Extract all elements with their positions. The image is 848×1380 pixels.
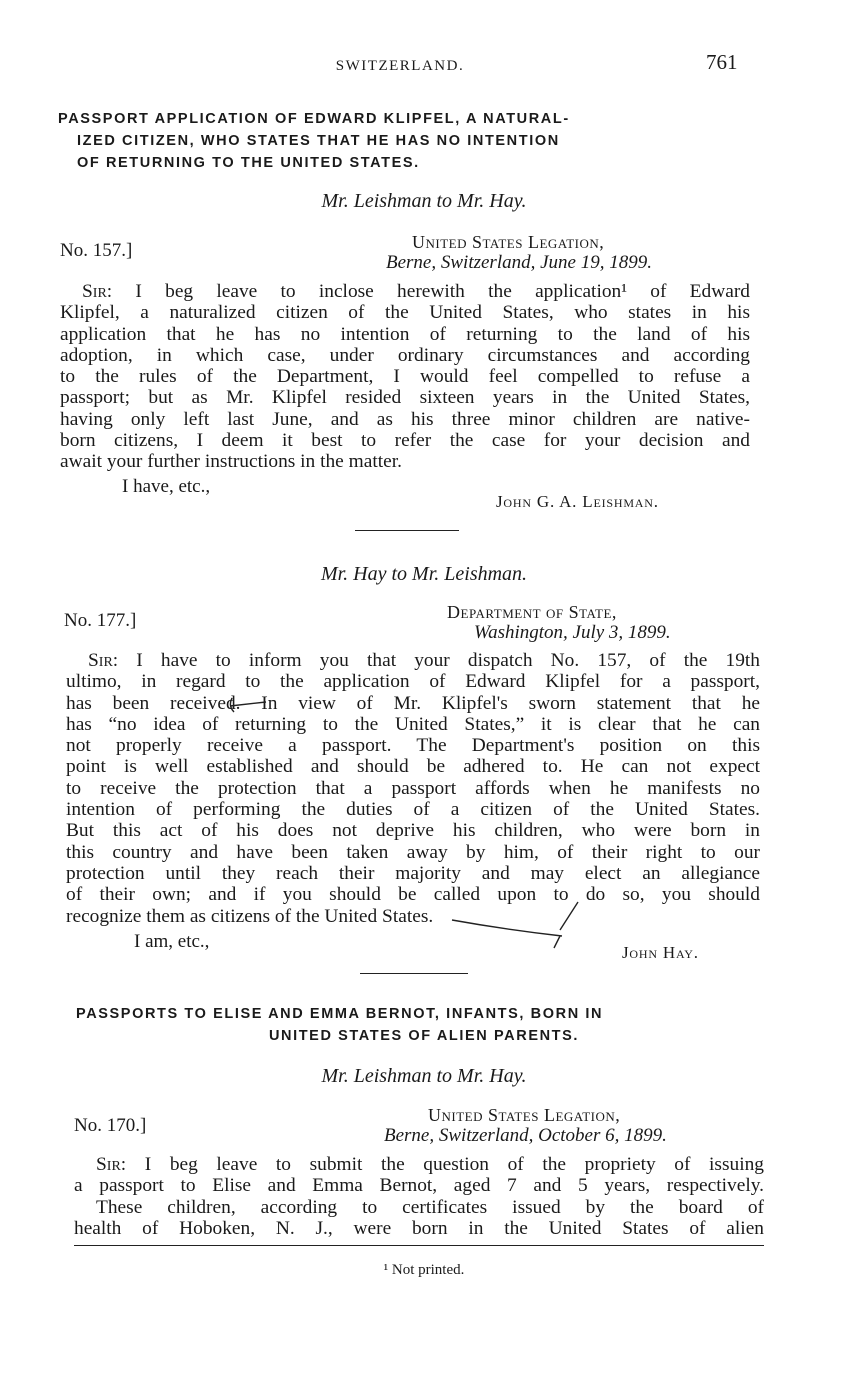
dispatch-number: No. 170.] <box>74 1115 147 1136</box>
footnote-rule <box>74 1245 764 1246</box>
body-line: point is well established and should be adhered to. He can not expect <box>66 756 760 778</box>
body-line: protection until they reach their majority and may elect an allegiance <box>66 862 760 884</box>
place-date: Berne, Switzerland, October 6, 1899. <box>384 1125 667 1146</box>
section-divider <box>355 530 459 531</box>
sender-office: Department of State, <box>447 602 617 622</box>
body-line: Klipfel, a naturalized citizen of the United States, who states in his <box>60 302 750 324</box>
body-line: These children, according to certificates issued by the board of <box>96 1196 764 1218</box>
body-line: intention of performing the duties of a citizen of the United States. <box>66 799 760 821</box>
page-number: 761 <box>706 50 738 74</box>
body-line: I beg leave to submit the question of the propriety of issuing <box>126 1154 764 1175</box>
body-line: of their own; and if you should be called upon to do so, you should <box>66 884 760 906</box>
salutation-word: Sir: <box>96 1154 127 1175</box>
sender-office: United States Legation, <box>428 1105 621 1125</box>
letter-body <box>60 281 750 473</box>
body-line: to receive the protection that a passport affords when he manifests no <box>66 777 760 799</box>
letter-body <box>66 650 760 927</box>
body-line: I have to inform you that your dispatch No. 157, of the 19th <box>118 650 760 671</box>
body-line: having only left last June, and as his three minor children are native- <box>60 408 750 430</box>
body-line: not properly receive a passport. The Department's position on this <box>66 735 760 757</box>
dispatch-number: No. 177.] <box>64 610 137 631</box>
section-title-line: OF RETURNING TO THE UNITED STATES. <box>77 155 420 171</box>
signature: John Hay. <box>622 943 699 962</box>
body-line: adoption, in which case, under ordinary circumstances and according <box>60 344 750 366</box>
handwritten-mark <box>448 898 588 950</box>
handwritten-mark <box>226 694 336 716</box>
body-line: has “no idea of returning to the United States,” it is clear that he can <box>66 713 760 735</box>
dispatch-number: No. 157.] <box>60 240 133 261</box>
place-date: Berne, Switzerland, June 19, 1899. <box>386 252 652 273</box>
closing: I am, etc., <box>134 931 210 952</box>
body-line: this country and have been taken away by him, of their right to our <box>66 841 760 863</box>
letter-salutation: Mr. Leishman to Mr. Hay. <box>321 1065 527 1087</box>
letter-salutation: Mr. Hay to Mr. Leishman. <box>320 563 528 585</box>
section-title-line: PASSPORT APPLICATION OF EDWARD KLIPFEL, A NATURAL- <box>58 111 570 127</box>
body-line: await your further instructions in the matter. <box>60 451 402 473</box>
signature: John G. A. Leishman. <box>496 492 659 511</box>
letter-salutation: Mr. Leishman to Mr. Hay. <box>321 190 527 212</box>
body-line: to the rules of the Department, I would feel compelled to refuse a <box>60 366 750 388</box>
section-title-line: IZED CITIZEN, WHO STATES THAT HE HAS NO INTENTION <box>77 133 560 149</box>
body-line: passport; but as Mr. Klipfel resided sixteen years in the United States, <box>60 387 750 409</box>
letter-body <box>74 1154 764 1239</box>
closing: I have, etc., <box>122 476 211 497</box>
salutation-word: Sir: <box>82 281 113 302</box>
salutation-word: Sir: <box>88 650 119 671</box>
body-line: I beg leave to inclose herewith the application¹ of Edward <box>112 281 750 302</box>
body-line: health of Hoboken, N. J., were born in the United States of alien <box>74 1217 764 1239</box>
body-line: ultimo, in regard to the application of Edward Klipfel for a passport, <box>66 671 760 693</box>
body-line: But this act of his does not deprive his children, who were born in <box>66 820 760 842</box>
body-line: has been received. In view of Mr. Klipfel's sworn statement that he <box>66 692 760 714</box>
body-line: a passport to Elise and Emma Bernot, aged 7 and 5 years, respectively. <box>74 1175 764 1197</box>
running-head: SWITZERLAND. <box>335 58 465 74</box>
sender-office: United States Legation, <box>412 232 605 252</box>
body-line: born citizens, I deem it best to refer the case for your decision and <box>60 430 750 452</box>
section-divider <box>360 973 468 974</box>
body-line: recognize them as citizens of the United States. <box>66 905 434 927</box>
section-title-line: PASSPORTS TO ELISE AND EMMA BERNOT, INFANTS, BORN IN <box>76 1006 604 1022</box>
section-title-line: UNITED STATES OF ALIEN PARENTS. <box>268 1028 580 1044</box>
footnote: ¹ Not printed. <box>383 1262 465 1278</box>
body-line: application that he has no intention of returning to the land of his <box>60 323 750 345</box>
place-date: Washington, July 3, 1899. <box>474 622 671 643</box>
